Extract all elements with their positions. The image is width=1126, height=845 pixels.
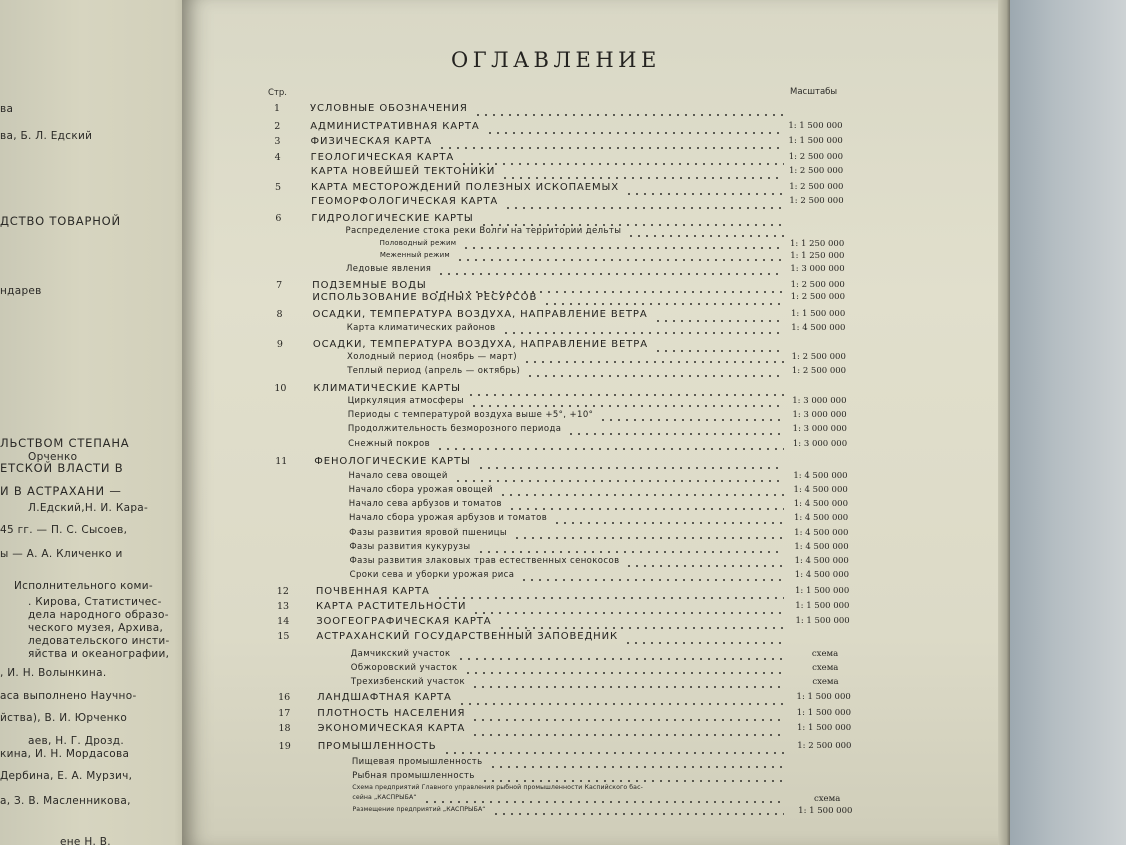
toc-leader-dots — [474, 114, 784, 116]
left-page-line: яйства и океанографии, — [28, 648, 170, 660]
toc-scale: 1: 4 500 000 — [794, 542, 849, 552]
toc-section-title: ПЛОТНОСТЬ НАСЕЛЕНИЯ — [317, 708, 466, 719]
toc-leader-dots — [471, 734, 784, 736]
toc-leader-dots — [443, 752, 784, 754]
toc-subsection-title: Дамчикский участок — [350, 649, 451, 659]
toc-scale: 1: 1 500 000 — [798, 806, 853, 816]
toc-scale: 1: 4 500 000 — [793, 513, 849, 523]
left-page-line: ва — [0, 103, 14, 115]
left-page-line: аев, Н. Г. Дрозд. — [28, 735, 124, 747]
toc-section-title: КАРТА РАСТИТЕЛЬНОСТИ — [316, 601, 467, 612]
toc-page-number: 9 — [276, 339, 283, 350]
toc-section-title: ПОДЗЕМНЫЕ ВОДЫ — [312, 280, 427, 291]
toc-scale: 1: 3 000 000 — [792, 424, 847, 434]
left-page-line: ЛЬСТВОМ СТЕПАНА — [0, 436, 130, 450]
toc-page-number: 19 — [278, 741, 291, 752]
toc-page-number: 8 — [276, 309, 283, 320]
toc-leader-dots — [502, 332, 784, 334]
scale-column-header: Масштабы — [790, 87, 838, 97]
toc-scale: 1: 2 500 000 — [788, 166, 844, 176]
toc-scale-scheme: схема — [814, 794, 841, 804]
toc-leader-dots — [627, 235, 784, 237]
left-page-line: ЕТСКОЙ ВЛАСТИ В — [0, 461, 124, 475]
toc-leader-dots — [654, 320, 784, 322]
toc-page-number: 11 — [275, 456, 288, 467]
toc-leader-dots — [481, 780, 784, 782]
left-page-line: И В АСТРАХАНИ — — [0, 484, 122, 498]
toc-subsection-title: Ледовые явления — [345, 264, 432, 274]
toc-scale: 1: 1 500 000 — [796, 723, 852, 733]
toc-leader-dots — [471, 719, 784, 721]
toc-subsection-title: Фазы развития яровой пшеницы — [349, 528, 508, 538]
toc-subsection-title: Меженный режим — [379, 251, 450, 259]
toc-section-title: УСЛОВНЫЕ ОБОЗНАЧЕНИЯ — [310, 103, 468, 114]
toc-leader-dots — [423, 801, 784, 803]
toc-leader-dots — [437, 273, 784, 275]
toc-subsection-title: Фазы развития кукурузы — [349, 542, 471, 552]
toc-page-number: 18 — [278, 723, 291, 734]
toc-leader-dots — [654, 350, 784, 352]
toc-scale: 1: 2 500 000 — [791, 366, 847, 376]
page-title: ОГЛАВЛЕНИЕ — [451, 48, 661, 72]
toc-scale: 1: 2 500 000 — [797, 741, 852, 751]
toc-scale: 1: 4 500 000 — [793, 471, 848, 481]
toc-section-title: ИСПОЛЬЗОВАНИЕ ВОДНЫХ РЕСУРСОВ — [312, 292, 538, 303]
toc-subsection-title: Размещение предприятий „КАСПРЫБА“ — [352, 806, 486, 813]
left-page-line: 45 гг. — П. С. Сысоев, — [0, 524, 128, 536]
toc-scale: 1: 1 250 000 — [790, 251, 845, 261]
toc-leader-dots — [471, 686, 784, 688]
left-page-line: ы — А. А. Кличенко и — [0, 548, 123, 560]
toc-scale: 1: 1 500 000 — [795, 586, 850, 596]
toc-leader-dots — [499, 494, 784, 496]
toc-scale: 1: 2 500 000 — [790, 280, 845, 290]
toc-page-number: 6 — [275, 213, 282, 224]
toc-leader-dots — [477, 551, 784, 553]
toc-scale: 1: 2 500 000 — [790, 292, 845, 302]
toc-page-number: 15 — [277, 631, 290, 642]
left-page-line: Дербина, Е. А. Мурзич, — [0, 770, 133, 782]
toc-subsection-title: Фазы развития злаковых трав естественных сенокосов — [349, 556, 620, 566]
toc-subsection-title: Рыбная промышленность — [352, 771, 475, 781]
toc-section-title: ОСАДКИ, ТЕМПЕРАТУРА ВОЗДУХА, НАПРАВЛЕНИЕ ВЕТРА — [312, 339, 648, 350]
toc-leader-dots — [458, 703, 784, 705]
left-page — [0, 0, 205, 845]
toc-subsection-title: Сроки сева и уборки урожая риса — [349, 570, 515, 580]
toc-section-title: ЛАНДШАФТНАЯ КАРТА — [317, 692, 452, 703]
toc-leader-dots — [553, 522, 784, 524]
toc-scale: 1: 3 000 000 — [790, 264, 845, 274]
toc-section-title: ПРОМЫШЛЕННОСТЬ — [317, 741, 437, 752]
left-page-line: Орченко — [28, 451, 78, 463]
toc-scale: 1: 2 500 000 — [788, 152, 843, 162]
toc-leader-dots — [464, 672, 784, 674]
toc-page-number: 1 — [274, 103, 281, 114]
toc-leader-dots — [504, 207, 784, 209]
toc-leader-dots — [436, 597, 784, 599]
toc-scale: 1: 1 250 000 — [790, 239, 845, 249]
toc-scale: 1: 3 000 000 — [792, 396, 847, 406]
toc-leader-dots — [492, 813, 784, 815]
toc-page-number: 16 — [278, 692, 291, 703]
toc-leader-dots — [456, 259, 784, 261]
toc-leader-dots — [457, 658, 784, 660]
toc-leader-dots — [436, 448, 784, 450]
toc-subsection-title: Циркуляция атмосферы — [347, 396, 464, 406]
page-edge — [998, 0, 1010, 845]
toc-section-title: ФИЗИЧЕСКАЯ КАРТА — [310, 136, 432, 147]
toc-leader-dots — [501, 177, 784, 179]
toc-scale: 1: 4 500 000 — [794, 570, 850, 580]
left-page-line: ва, Б. Л. Едский — [0, 130, 93, 142]
toc-section-title: КЛИМАТИЧЕСКИЕ КАРТЫ — [313, 383, 461, 394]
left-page-line: , И. Н. Волынкина. — [0, 667, 107, 679]
toc-scale: 1: 4 500 000 — [793, 499, 848, 509]
toc-subsection-title: Схема предприятий Главного управления рыбной промышленности Каспийского бас- — [352, 784, 643, 791]
toc-leader-dots — [472, 612, 784, 614]
left-page-line: кина, И. Н. Мордасова — [0, 748, 130, 760]
toc-subsection-title: Продолжительность безморозного периода — [347, 424, 562, 434]
toc-page-number: 12 — [276, 586, 289, 597]
toc-leader-dots — [454, 480, 784, 482]
toc-section-title: ОСАДКИ, ТЕМПЕРАТУРА ВОЗДУХА, НАПРАВЛЕНИЕ ВЕТРА — [312, 309, 648, 320]
toc-page-number: 10 — [274, 383, 287, 394]
toc-leader-dots — [467, 394, 784, 396]
toc-page-number: 14 — [277, 616, 290, 627]
toc-scale: 1: 4 500 000 — [794, 556, 849, 566]
toc-scale: 1: 4 500 000 — [791, 323, 846, 333]
toc-leader-dots — [543, 303, 784, 305]
toc-leader-dots — [625, 565, 784, 567]
toc-leader-dots — [486, 132, 784, 134]
toc-page-number: 7 — [276, 280, 283, 291]
toc-leader-dots — [526, 375, 784, 377]
toc-page-number: 5 — [274, 182, 281, 193]
background-surface — [1005, 0, 1126, 845]
toc-section-title: ГЕОМОРФОЛОГИЧЕСКАЯ КАРТА — [311, 196, 499, 207]
toc-subsection-title: сейна „КАСПРЫБА“ — [352, 794, 417, 801]
left-page-line: аса выполнено Научно- — [0, 690, 137, 702]
toc-section-title: ЗООГЕОГРАФИЧЕСКАЯ КАРТА — [316, 616, 492, 627]
toc-subsection-title: Половодный режим — [379, 239, 457, 247]
left-page-line: ческого музея, Архива, — [28, 622, 164, 634]
left-page-line: йства), В. И. Юрченко — [0, 712, 128, 724]
toc-leader-dots — [460, 163, 784, 165]
toc-subsection-title: Снежный покров — [348, 439, 431, 449]
left-page-line: . Кирова, Статистичес- — [28, 596, 162, 608]
toc-scale: 1: 3 000 000 — [792, 410, 847, 420]
toc-leader-dots — [462, 247, 784, 249]
toc-scale: 1: 1 500 000 — [795, 616, 850, 626]
toc-scale: 1: 2 500 000 — [791, 352, 846, 362]
toc-scale: 1: 4 500 000 — [794, 528, 849, 538]
toc-leader-dots — [489, 766, 784, 768]
left-page-line: ндарев — [0, 285, 42, 297]
toc-scale-scheme: схема — [812, 677, 839, 687]
toc-subsection-title: Карта климатических районов — [346, 323, 496, 333]
toc-subsection-title: Периоды с температурой воздуха выше +5°, +10° — [347, 410, 594, 420]
toc-leader-dots — [498, 627, 784, 629]
toc-scale: 1: 3 000 000 — [792, 439, 848, 449]
toc-scale: 1: 2 500 000 — [789, 196, 844, 206]
toc-leader-dots — [599, 419, 784, 421]
toc-page-number: 2 — [274, 121, 281, 132]
toc-subsection-title: Обжоровский участок — [350, 663, 458, 673]
toc-subsection-title: Распределение стока реки Волги на территории дельты — [345, 226, 622, 236]
toc-scale: 1: 1 500 000 — [788, 121, 843, 131]
toc-section-title: ФЕНОЛОГИЧЕСКИЕ КАРТЫ — [314, 456, 471, 467]
toc-leader-dots — [520, 579, 784, 581]
toc-subsection-title: Холодный период (ноябрь — март) — [347, 352, 517, 362]
left-page-line: дела народного образо- — [28, 609, 169, 621]
toc-scale: 1: 1 500 000 — [795, 601, 850, 611]
toc-section-title: АДМИНИСТРАТИВНАЯ КАРТА — [310, 121, 480, 132]
toc-leader-dots — [470, 405, 784, 407]
toc-scale-scheme: схема — [811, 649, 839, 659]
toc-leader-dots — [624, 642, 784, 644]
toc-leader-dots — [625, 193, 784, 195]
toc-section-title: ГИДРОЛОГИЧЕСКИЕ КАРТЫ — [311, 213, 474, 224]
toc-subsection-title: Пищевая промышленность — [351, 757, 483, 767]
toc-leader-dots — [477, 467, 784, 469]
left-page-line: ене Н. В. — [60, 836, 111, 845]
toc-section-title: ПОЧВЕННАЯ КАРТА — [315, 586, 430, 597]
toc-leader-dots — [523, 361, 784, 363]
toc-page-number: 3 — [274, 136, 281, 147]
toc-scale: 1: 2 500 000 — [789, 182, 844, 192]
left-page-line: ледовательского инсти- — [28, 635, 170, 647]
toc-section-title: КАРТА НОВЕЙШЕЙ ТЕКТОНИКИ — [310, 166, 496, 177]
toc-leader-dots — [508, 508, 784, 510]
toc-section-title: ЭКОНОМИЧЕСКАЯ КАРТА — [317, 723, 466, 734]
toc-page-number: 13 — [276, 601, 290, 612]
toc-section-title: АСТРАХАНСКИЙ ГОСУДАРСТВЕННЫЙ ЗАПОВЕДНИК — [316, 631, 618, 642]
left-page-line: а, З. В. Масленникова, — [0, 795, 131, 807]
left-page-line: ДСТВО ТОВАРНОЙ — [0, 214, 121, 228]
left-page-line: Исполнительного коми- — [14, 580, 153, 592]
toc-scale: 1: 4 500 000 — [793, 485, 848, 495]
toc-subsection-title: Теплый период (апрель — октябрь) — [347, 366, 521, 376]
toc-leader-dots — [438, 147, 784, 149]
toc-scale-scheme: схема — [812, 663, 839, 673]
toc-subsection-title: Начало сева овощей — [348, 471, 448, 481]
toc-page-number: 4 — [274, 152, 281, 163]
toc-leader-dots — [567, 433, 784, 435]
toc-scale: 1: 1 500 000 — [791, 309, 846, 319]
toc-page-number: 17 — [278, 708, 291, 719]
toc-subsection-title: Начало сбора урожая арбузов и томатов — [348, 513, 548, 523]
toc-subsection-title: Начало сбора урожая овощей — [348, 485, 494, 495]
left-page-line: Л.Едский,Н. И. Кара- — [28, 502, 149, 514]
toc-subsection-title: Начало сева арбузов и томатов — [348, 499, 502, 509]
toc-subsection-title: Трехизбенский участок — [350, 677, 466, 687]
toc-scale: 1: 1 500 000 — [796, 708, 851, 718]
toc-scale: 1: 1 500 000 — [796, 692, 851, 702]
toc-scale: 1: 1 500 000 — [788, 136, 843, 146]
toc-section-title: КАРТА МЕСТОРОЖДЕНИЙ ПОЛЕЗНЫХ ИСКОПАЕМЫХ — [310, 182, 619, 193]
toc-section-title: ГЕОЛОГИЧЕСКАЯ КАРТА — [310, 152, 455, 163]
page-column-header: Стр. — [268, 88, 287, 98]
toc-leader-dots — [513, 537, 784, 539]
